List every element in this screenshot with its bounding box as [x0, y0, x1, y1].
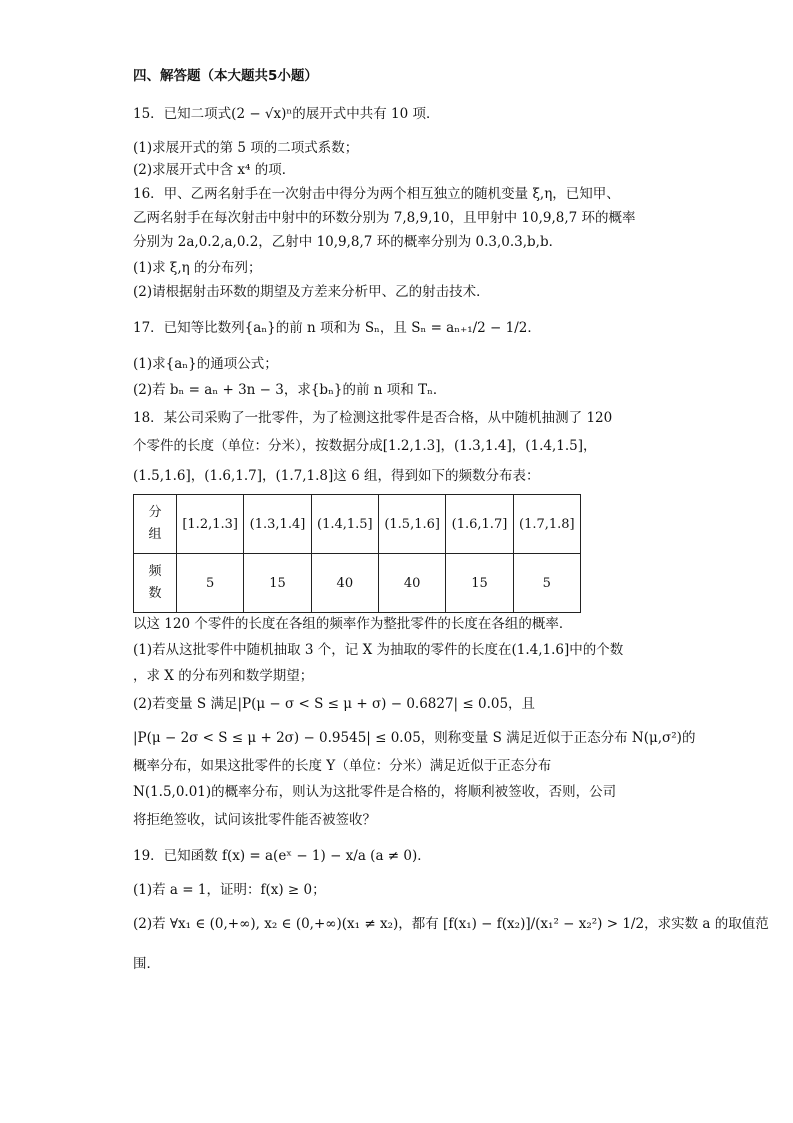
- problem-18-part-1-line-2: ，求 X 的分布列和数学期望；: [133, 668, 314, 684]
- problem-16-line-2: 乙两名射手在每次射击中射中的环数分别为 7,8,9,10，且甲射中 10,9,8,7 环的概率: [133, 210, 636, 226]
- problem-18-part-2-line-4: N(1.5,0.01)的概率分布，则认为这批零件是合格的，将顺利被签收，否则，公司: [133, 784, 617, 800]
- table-cell: 40: [378, 554, 445, 613]
- table-cell: (1.7,1.8]: [513, 495, 580, 554]
- table-head-group: 分 组: [134, 495, 177, 554]
- problem-18-part-2-line-5: 将拒绝签收，试问该批零件能否被签收？: [133, 812, 376, 828]
- problem-16-part-1: (1)求 ξ,η 的分布列；: [133, 260, 262, 276]
- problem-19-stem: 19．已知函数 f(x) = a(eˣ − 1) − x/a (a ≠ 0)．: [133, 848, 431, 864]
- table-cell: 5: [513, 554, 580, 613]
- problem-18-part-2-line-1: (2)若变量 S 满足|P(μ − σ < S ≤ μ + σ) − 0.6827| ≤ 0.05，且: [133, 696, 536, 712]
- problem-16-line-1: 16．甲、乙两名射手在一次射击中得分为两个相互独立的随机变量 ξ,η，已知甲、: [133, 186, 620, 202]
- problem-18-line-1: 18．某公司采购了一批零件，为了检测这批零件是否合格，从中随机抽测了 120: [133, 410, 613, 426]
- problem-17-part-2: (2)若 bₙ = aₙ + 3n − 3，求{bₙ}的前 n 项和 Tₙ．: [133, 382, 447, 398]
- problem-18-part-2-line-3: 概率分布，如果这批零件的长度 Y（单位：分米）满足近似于正态分布: [133, 758, 552, 774]
- table-cell: (1.4,1.5]: [311, 495, 378, 554]
- problem-19-part-2: (2)若 ∀x₁ ∈ (0,+∞), x₂ ∈ (0,+∞)(x₁ ≠ x₂)，都有 [f(x₁) − f(x₂)]/(x₁² − x₂²) > 1/2，求实数 a 的取值范: [133, 916, 769, 932]
- section-title: 四、解答题（本大题共5小题）: [133, 68, 318, 84]
- problem-16-line-3: 分别为 2a,0.2,a,0.2，乙射中 10,9,8,7 环的概率分别为 0.3,0.3,b,b．: [133, 234, 563, 250]
- problem-17-part-1: (1)求{aₙ}的通项公式；: [133, 356, 278, 372]
- problem-19-part-2-end: 围．: [133, 956, 160, 972]
- frequency-table: [133, 494, 581, 613]
- problem-18-line-2: 个零件的长度（单位：分米），按数据分成[1.2,1.3]，(1.3,1.4]，(1.4,1.5]，: [133, 438, 597, 454]
- problem-18-line-3: (1.5,1.6]，(1.6,1.7]，(1.7,1.8]这 6 组，得到如下的频数分布表：: [133, 468, 540, 484]
- problem-18-part-1-line-1: (1)若从这批零件中随机抽取 3 个，记 X 为抽取的零件的长度在(1.4,1.6]中的个数: [133, 642, 624, 658]
- problem-18-line-4: 以这 120 个零件的长度在各组的频率作为整批零件的长度在各组的概率．: [133, 616, 573, 632]
- table-cell: (1.5,1.6]: [378, 495, 445, 554]
- table-cell: (1.3,1.4]: [244, 495, 311, 554]
- table-cell: 40: [311, 554, 378, 613]
- problem-17-stem: 17．已知等比数列{aₙ}的前 n 项和为 Sₙ，且 Sₙ = aₙ₊₁/2 − 1/2．: [133, 320, 541, 336]
- table-cell: [1.2,1.3]: [177, 495, 244, 554]
- table-row: [134, 495, 581, 554]
- problem-15-part-1: (1)求展开式的第 5 项的二项式系数；: [133, 140, 359, 156]
- problem-15-part-2: (2)求展开式中含 x⁴ 的项．: [133, 162, 296, 178]
- problem-16-part-2: (2)请根据射击环数的期望及方差来分析甲、乙的射击技术．: [133, 284, 490, 300]
- table-cell: (1.6,1.7]: [446, 495, 513, 554]
- problem-15-stem: 15．已知二项式(2 − √x)ⁿ的展开式中共有 10 项．: [133, 106, 440, 122]
- table-row: [134, 554, 581, 613]
- table-cell: 5: [177, 554, 244, 613]
- problem-19-part-1: (1)若 a = 1，证明：f(x) ≥ 0；: [133, 882, 326, 898]
- table-head-count: 频 数: [134, 554, 177, 613]
- problem-18-part-2-line-2: |P(μ − 2σ < S ≤ μ + 2σ) − 0.9545| ≤ 0.05，则称变量 S 满足近似于正态分布 N(μ,σ²)的: [133, 730, 696, 746]
- table-cell: 15: [446, 554, 513, 613]
- table-cell: 15: [244, 554, 311, 613]
